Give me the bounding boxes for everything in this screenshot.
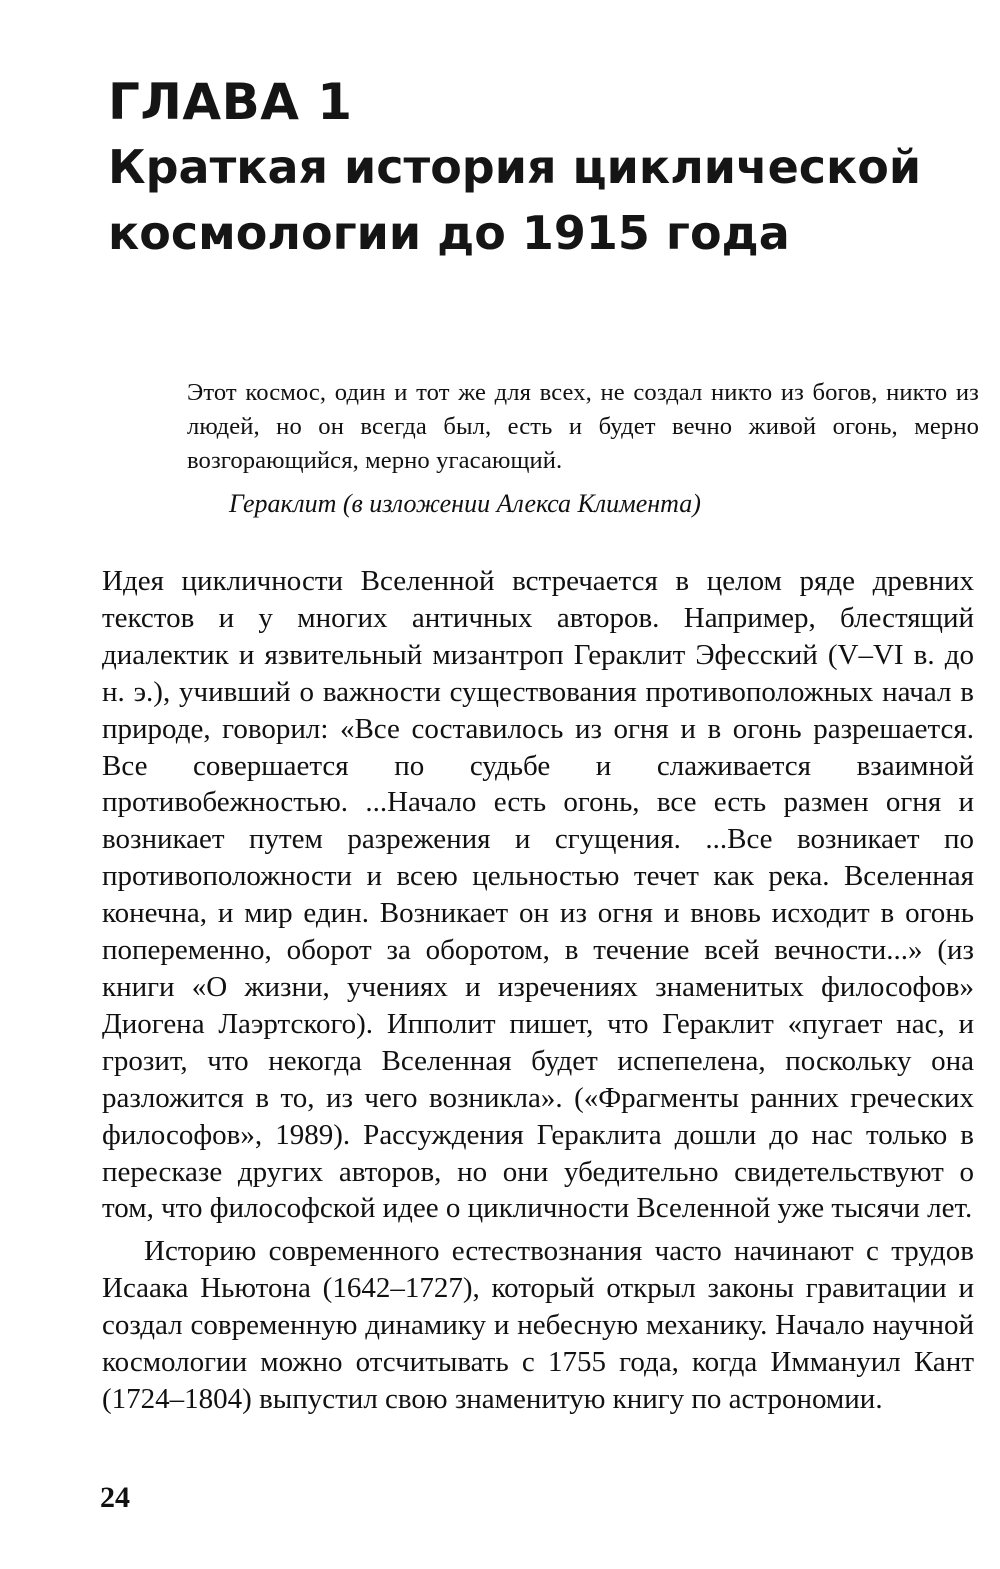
- chapter-title: Краткая история циклической космологии до 1915 года: [108, 140, 922, 260]
- body-paragraph: Идея цикличности Вселенной встречается в целом ряде древних текстов и у многих античных авторов. Например, блестящий диалектик и язвительный мизантроп Гераклит Эфесский (V–VI в. до н. э.), учивший о важности существования противоположных начал в природе, говорил: «Все составилось из огня и в огонь разрешается. Все совершается по судьбе и слаживается взаимной противобежностью. ...Начало есть огонь, все есть размен огня и возникает путем разрежения и сгущения. ...Все возникает по противоположности и всею цельностью течет как река. Вселенная конечна, и мир един. Возникает он из огня и вновь исходит в огонь попеременно, оборот за оборотом, в течение всей вечности...» (из книги «О жизни, учениях и изречениях знаменитых философов» Диогена Лаэртского). Ипполит пишет, что Гераклит «пугает нас, и грозит, что некогда Вселенная будет испепелена, поскольку она разложится в то, из чего возникла». («Фрагменты ранних греческих философов», 1989). Рассуждения Гераклита дошли до нас только в пересказе других авторов, но они убедительно свидетельствуют о том, что философской идее о цикличности Вселенной уже тысячи лет.: [102, 565, 974, 1225]
- body-text: [102, 563, 974, 1418]
- page-number: 24: [100, 1481, 130, 1514]
- epigraph-quote: Этот космос, один и тот же для всех, не создал никто из богов, никто из людей, но он всегда был, есть и будет вечно живой огонь, мерно возгорающийся, мерно угасающий.: [187, 379, 979, 474]
- chapter-heading: [108, 72, 968, 266]
- body-paragraph: Историю современного естествознания часто начинают с трудов Исаака Ньютона (1642–1727), который открыл законы гравитации и создал современную динамику и небесную механику. Начало научной космологии можно отсчитывать с 1755 года, когда Иммануил Кант (1724–1804) выпустил свою знаменитую книгу по астрономии.: [102, 1235, 974, 1415]
- epigraph-attribution: Гераклит (в изложении Алекса Климента): [229, 489, 701, 518]
- epigraph: [187, 376, 979, 522]
- chapter-label: ГЛАВА 1: [108, 73, 353, 131]
